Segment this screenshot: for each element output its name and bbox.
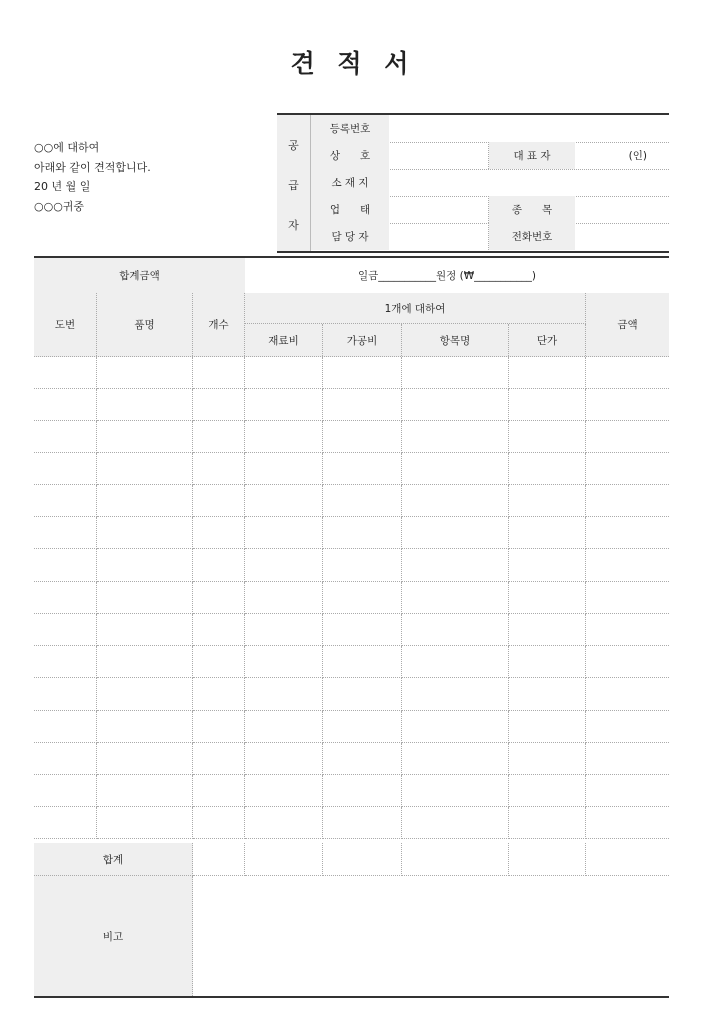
intro-statement: 아래와 같이 견적합니다.	[34, 160, 151, 174]
cell-unit-price[interactable]	[509, 357, 586, 389]
cell-amount[interactable]	[586, 678, 669, 711]
cell-processing[interactable]	[323, 807, 402, 839]
cell-processing[interactable]	[323, 357, 402, 389]
cell-processing[interactable]	[323, 421, 402, 453]
intro-recipient: ○○○귀중	[34, 199, 85, 213]
cell-name[interactable]	[97, 517, 193, 549]
cell-material[interactable]	[245, 614, 323, 646]
cell-name[interactable]	[97, 614, 193, 646]
total-item[interactable]	[402, 843, 509, 876]
cell-qty[interactable]	[193, 357, 245, 389]
cell-item[interactable]	[402, 389, 509, 421]
cell-name[interactable]	[97, 711, 193, 743]
cell-item[interactable]	[402, 582, 509, 614]
cell-qty[interactable]	[193, 582, 245, 614]
table-row	[34, 775, 669, 807]
ceo-label: 대 표 자	[489, 142, 575, 169]
cell-no[interactable]	[34, 582, 97, 614]
cell-no[interactable]	[34, 421, 97, 453]
cell-name[interactable]	[97, 421, 193, 453]
cell-amount[interactable]	[586, 743, 669, 775]
table-row	[34, 389, 669, 421]
cell-unit-price[interactable]	[509, 775, 586, 807]
total-processing[interactable]	[323, 843, 402, 876]
cell-no[interactable]	[34, 389, 97, 421]
cell-amount[interactable]	[586, 453, 669, 485]
cell-qty[interactable]	[193, 678, 245, 711]
table-row	[34, 807, 669, 839]
cell-material[interactable]	[245, 357, 323, 389]
cell-processing[interactable]	[323, 711, 402, 743]
total-label: 합계	[34, 843, 193, 876]
cell-processing[interactable]	[323, 549, 402, 582]
cell-item[interactable]	[402, 485, 509, 517]
supplier-row-company	[311, 142, 669, 170]
cell-item[interactable]	[402, 421, 509, 453]
cell-processing[interactable]	[323, 389, 402, 421]
cell-item[interactable]	[402, 549, 509, 582]
phone-field[interactable]	[575, 223, 669, 250]
col-processing-header: 가공비	[323, 324, 402, 356]
cell-unit-price[interactable]	[509, 614, 586, 646]
per-unit-header: 1개에 대하여	[245, 293, 586, 324]
cell-no[interactable]	[34, 517, 97, 549]
cell-amount[interactable]	[586, 775, 669, 807]
cell-processing[interactable]	[323, 517, 402, 549]
cell-processing[interactable]	[323, 582, 402, 614]
cell-amount[interactable]	[586, 357, 669, 389]
cell-processing[interactable]	[323, 614, 402, 646]
total-unit-price[interactable]	[509, 843, 586, 876]
supplier-char-1: 공	[288, 139, 299, 152]
cell-item[interactable]	[402, 775, 509, 807]
cell-qty[interactable]	[193, 421, 245, 453]
table-row	[34, 517, 669, 549]
cell-material[interactable]	[245, 517, 323, 549]
amount-label: 합계금액	[34, 258, 245, 293]
col-qty-header: 개수	[193, 293, 245, 356]
cell-amount[interactable]	[586, 614, 669, 646]
amount-text[interactable]: 일금___________원정 (₩___________)	[358, 270, 536, 282]
cell-material[interactable]	[245, 421, 323, 453]
col-material-header: 재료비	[245, 324, 323, 356]
reg-no-field[interactable]	[389, 115, 669, 142]
cell-no[interactable]	[34, 453, 97, 485]
supplier-row-business	[311, 196, 669, 224]
cell-no[interactable]	[34, 357, 97, 389]
cell-name[interactable]	[97, 743, 193, 775]
cell-name[interactable]	[97, 453, 193, 485]
supplier-row-manager	[311, 223, 669, 250]
cell-material[interactable]	[245, 646, 323, 678]
table-row	[34, 743, 669, 775]
total-material[interactable]	[245, 843, 323, 876]
intro-block	[34, 138, 151, 216]
cell-no[interactable]	[34, 485, 97, 517]
cell-amount[interactable]	[586, 421, 669, 453]
cell-material[interactable]	[245, 453, 323, 485]
table-row	[34, 453, 669, 485]
table-row	[34, 646, 669, 678]
cell-processing[interactable]	[323, 485, 402, 517]
col-name-header: 품명	[97, 293, 193, 356]
cell-unit-price[interactable]	[509, 549, 586, 582]
cell-qty[interactable]	[193, 389, 245, 421]
cell-amount[interactable]	[586, 549, 669, 582]
cell-item[interactable]	[402, 453, 509, 485]
table-row	[34, 614, 669, 646]
cell-amount[interactable]	[586, 711, 669, 743]
phone-label: 전화번호	[489, 223, 575, 250]
cell-qty[interactable]	[193, 711, 245, 743]
cell-material[interactable]	[245, 807, 323, 839]
cell-item[interactable]	[402, 357, 509, 389]
address-label: 소 재 지	[311, 169, 389, 196]
cell-unit-price[interactable]	[509, 646, 586, 678]
business-label: 업 태	[311, 196, 389, 223]
supplier-row-address	[311, 169, 669, 197]
table-row	[34, 421, 669, 453]
cell-name[interactable]	[97, 485, 193, 517]
table-row	[34, 582, 669, 614]
cell-qty[interactable]	[193, 743, 245, 775]
cell-unit-price[interactable]	[509, 711, 586, 743]
cell-unit-price[interactable]	[509, 743, 586, 775]
cell-qty[interactable]	[193, 517, 245, 549]
cell-item[interactable]	[402, 678, 509, 711]
col-item-header: 항목명	[402, 324, 509, 356]
cell-processing[interactable]	[323, 453, 402, 485]
supplier-side-label	[277, 115, 311, 251]
cell-unit-price[interactable]	[509, 453, 586, 485]
cell-no[interactable]	[34, 743, 97, 775]
cell-unit-price[interactable]	[509, 485, 586, 517]
cell-material[interactable]	[245, 711, 323, 743]
cell-material[interactable]	[245, 775, 323, 807]
cell-amount[interactable]	[586, 517, 669, 549]
table-row	[34, 678, 669, 711]
supplier-char-2: 급	[288, 179, 299, 192]
cell-material[interactable]	[245, 743, 323, 775]
total-amount[interactable]	[586, 843, 669, 876]
company-field[interactable]	[389, 142, 489, 169]
col-amount-header: 금액	[617, 319, 638, 331]
cell-qty[interactable]	[193, 807, 245, 839]
cell-amount[interactable]	[586, 646, 669, 678]
cell-material[interactable]	[245, 485, 323, 517]
cell-qty[interactable]	[193, 549, 245, 582]
page-title: 견 적 서	[290, 49, 411, 78]
seal-mark: (인)	[628, 150, 647, 162]
cell-name[interactable]	[97, 582, 193, 614]
cell-item[interactable]	[402, 517, 509, 549]
remarks-row	[34, 876, 669, 998]
cell-name[interactable]	[97, 678, 193, 711]
supplier-char-3: 자	[288, 219, 299, 232]
cell-name[interactable]	[97, 775, 193, 807]
table-row	[34, 549, 669, 582]
estimate-table	[34, 256, 669, 998]
total-row	[34, 843, 669, 876]
cell-item[interactable]	[402, 711, 509, 743]
cell-unit-price[interactable]	[509, 389, 586, 421]
cell-item[interactable]	[402, 614, 509, 646]
cell-unit-price[interactable]	[509, 517, 586, 549]
cell-name[interactable]	[97, 357, 193, 389]
cell-item[interactable]	[402, 807, 509, 839]
company-label: 상 호	[311, 142, 389, 169]
cell-qty[interactable]	[193, 614, 245, 646]
manager-field[interactable]	[389, 223, 489, 250]
remarks-label: 비고	[34, 876, 193, 996]
cell-qty[interactable]	[193, 646, 245, 678]
cell-unit-price[interactable]	[509, 807, 586, 839]
cell-unit-price[interactable]	[509, 582, 586, 614]
remarks-field[interactable]	[193, 876, 669, 996]
cell-qty[interactable]	[193, 485, 245, 517]
cell-unit-price[interactable]	[509, 678, 586, 711]
cell-processing[interactable]	[323, 743, 402, 775]
cell-name[interactable]	[97, 549, 193, 582]
cell-amount[interactable]	[586, 389, 669, 421]
cell-unit-price[interactable]	[509, 421, 586, 453]
total-qty[interactable]	[193, 843, 245, 876]
cell-no[interactable]	[34, 678, 97, 711]
cell-material[interactable]	[245, 678, 323, 711]
cell-material[interactable]	[245, 389, 323, 421]
cell-processing[interactable]	[323, 775, 402, 807]
cell-material[interactable]	[245, 549, 323, 582]
intro-date: 20 년 월 일	[34, 180, 91, 193]
cell-no[interactable]	[34, 646, 97, 678]
cell-processing[interactable]	[323, 646, 402, 678]
cell-amount[interactable]	[586, 807, 669, 839]
amount-row	[34, 256, 669, 294]
cell-qty[interactable]	[193, 775, 245, 807]
item-field[interactable]	[575, 196, 669, 223]
item-label: 종 목	[489, 196, 575, 223]
cell-no[interactable]	[34, 549, 97, 582]
table-row	[34, 485, 669, 517]
col-no-header: 도번	[34, 293, 97, 356]
address-field[interactable]	[389, 169, 669, 196]
cell-name[interactable]	[97, 389, 193, 421]
cell-no[interactable]	[34, 775, 97, 807]
table-row	[34, 357, 669, 389]
cell-no[interactable]	[34, 614, 97, 646]
cell-name[interactable]	[97, 807, 193, 839]
cell-no[interactable]	[34, 711, 97, 743]
cell-material[interactable]	[245, 582, 323, 614]
intro-subject: ○○에 대하여	[34, 141, 100, 154]
cell-amount[interactable]	[586, 582, 669, 614]
cell-item[interactable]	[402, 743, 509, 775]
manager-label: 담 당 자	[311, 223, 389, 250]
cell-amount[interactable]	[586, 485, 669, 517]
header-row	[34, 293, 669, 357]
cell-no[interactable]	[34, 807, 97, 839]
cell-name[interactable]	[97, 646, 193, 678]
col-unit-price-header: 단가	[509, 324, 586, 356]
business-field[interactable]	[389, 196, 489, 223]
reg-no-label: 등록번호	[311, 115, 389, 142]
table-row	[34, 711, 669, 743]
cell-item[interactable]	[402, 646, 509, 678]
cell-qty[interactable]	[193, 453, 245, 485]
supplier-box	[277, 113, 669, 253]
supplier-row-regno	[311, 115, 669, 143]
cell-processing[interactable]	[323, 678, 402, 711]
